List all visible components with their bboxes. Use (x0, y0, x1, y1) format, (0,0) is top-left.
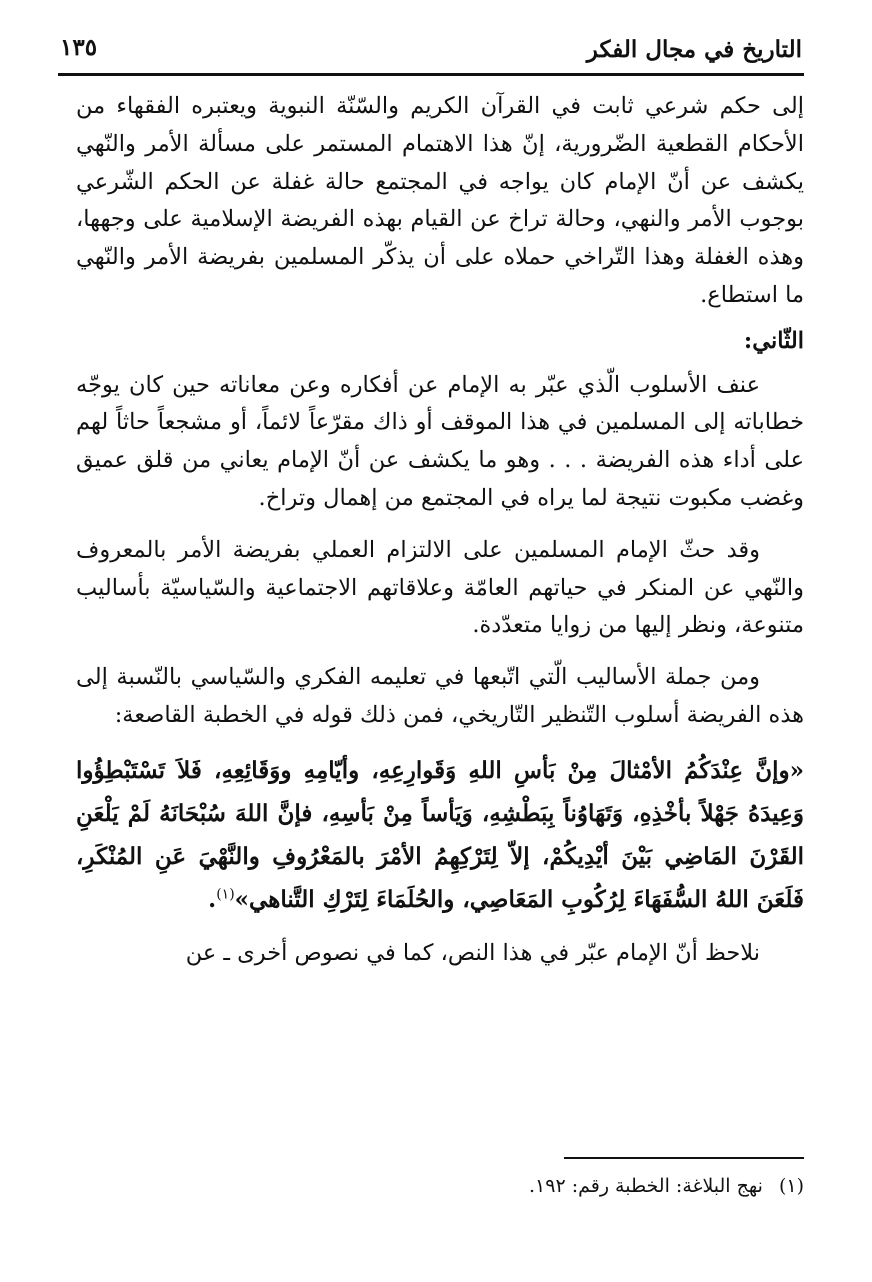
paragraph-historical-method: ومن جملة الأساليب الّتي اتّبعها في تعليمه الفكري والسّياسي بالنّسبة إلى هذه الفريضة أسلوب التّنظير التّاريخي، فمن ذلك قوله في الخطبة القاصعة: (76, 664, 804, 728)
footnote-text: نهج البلاغة: الخطبة رقم: ١٩٢. (528, 1175, 763, 1197)
page-number: ١٣٥ (60, 34, 98, 61)
paragraph-observation: نلاحظ أنّ الإمام عبّر في هذا النص، كما في نصوص أخرى ـ عن (185, 939, 760, 966)
sermon-quote-end: . (208, 885, 217, 913)
footnote (76, 1172, 804, 1200)
running-title: التاريخ في مجال الفكر (586, 36, 802, 63)
section-heading-second: الثّاني: (743, 327, 804, 354)
footnote-reference: (١) (216, 886, 235, 903)
page-header (60, 30, 802, 74)
main-text (76, 88, 804, 973)
paragraph-imam-urging: وقد حثّ الإمام المسلمين على الالتزام العملي بفريضة الأمر بالمعروف والنّهي عن المنكر في حياتهم العامّة وعلاقاتهم الاجتماعية والسّياسيّة بأساليب متنوعة، ونظر إليها من زوايا متعدّدة. (76, 536, 804, 639)
footnote-marker: (١) (778, 1175, 804, 1197)
paragraph-style-violence: عنف الأسلوب الّذي عبّر به الإمام عن أفكاره وعن معاناته حين كان يوجّه خطاباته إلى المسلمين في هذا الموقف أو ذاك مقرّعاً لائماً، أو مشجعاً حاثاً لهم على أداء هذه الفريضة . . . وهو ما يكشف عن أنّ الإمام يعاني من قلق عميق وغضب مكبوت نتيجة لما يراه في المجتمع من إهمال وتراخ. (76, 371, 804, 511)
paragraph-continuation: إلى حكم شرعي ثابت في القرآن الكريم والسّنّة النبوية ويعتبره الفقهاء من الأحكام القطعية الضّرورية، إنّ هذا الاهتمام المستمر على مسألة الأمر والنّهي يكشف عن أنّ الإمام كان يواجه في المجتمع حالة غفلة عن الحكم الشّرعي بوجوب الأمر والنهي، وحالة تراخ عن القيام بهذه الفريضة الإسلامية على وجهها، وهذه الغفلة وهذا التّراخي حملاه على أن يذكّر المسلمين بفريضة الأمر والنّهي ما استطاع. (76, 93, 804, 308)
header-rule (58, 73, 804, 76)
sermon-quote-text: «وإنَّ عِنْدَكُمُ الأمْثالَ مِنْ بَأسِ اللهِ وَقَوارِعِهِ، وأيّامِهِ ووَقَائِعِهِ، فَلاَ تَسْتَبْطِؤُوا وَعِيدَهُ جَهْلاً بأخْذِهِ، وَتَهَاوُناً بِبَطْشِهِ، وَيَأساً مِنْ بَأسِهِ، فإنَّ اللهَ سُبْحَانَهُ لَمْ يَلْعَنِ القَرْنَ المَاضِي بَيْنَ أيْدِيكُمْ، إلاّ لِتَرْكِهِمُ الأمْرَ بالمَعْرُوفِ والنَّهْيَ عَنِ المُنْكَرِ، فَلَعَنَ اللهُ السُّفَهَاءَ لِرُكُوبِ المَعَاصِي، والحُلَمَاءَ لِتَرْكِ التَّناهي» (76, 756, 804, 913)
footnote-rule (564, 1157, 804, 1159)
sermon-quote (76, 749, 804, 921)
